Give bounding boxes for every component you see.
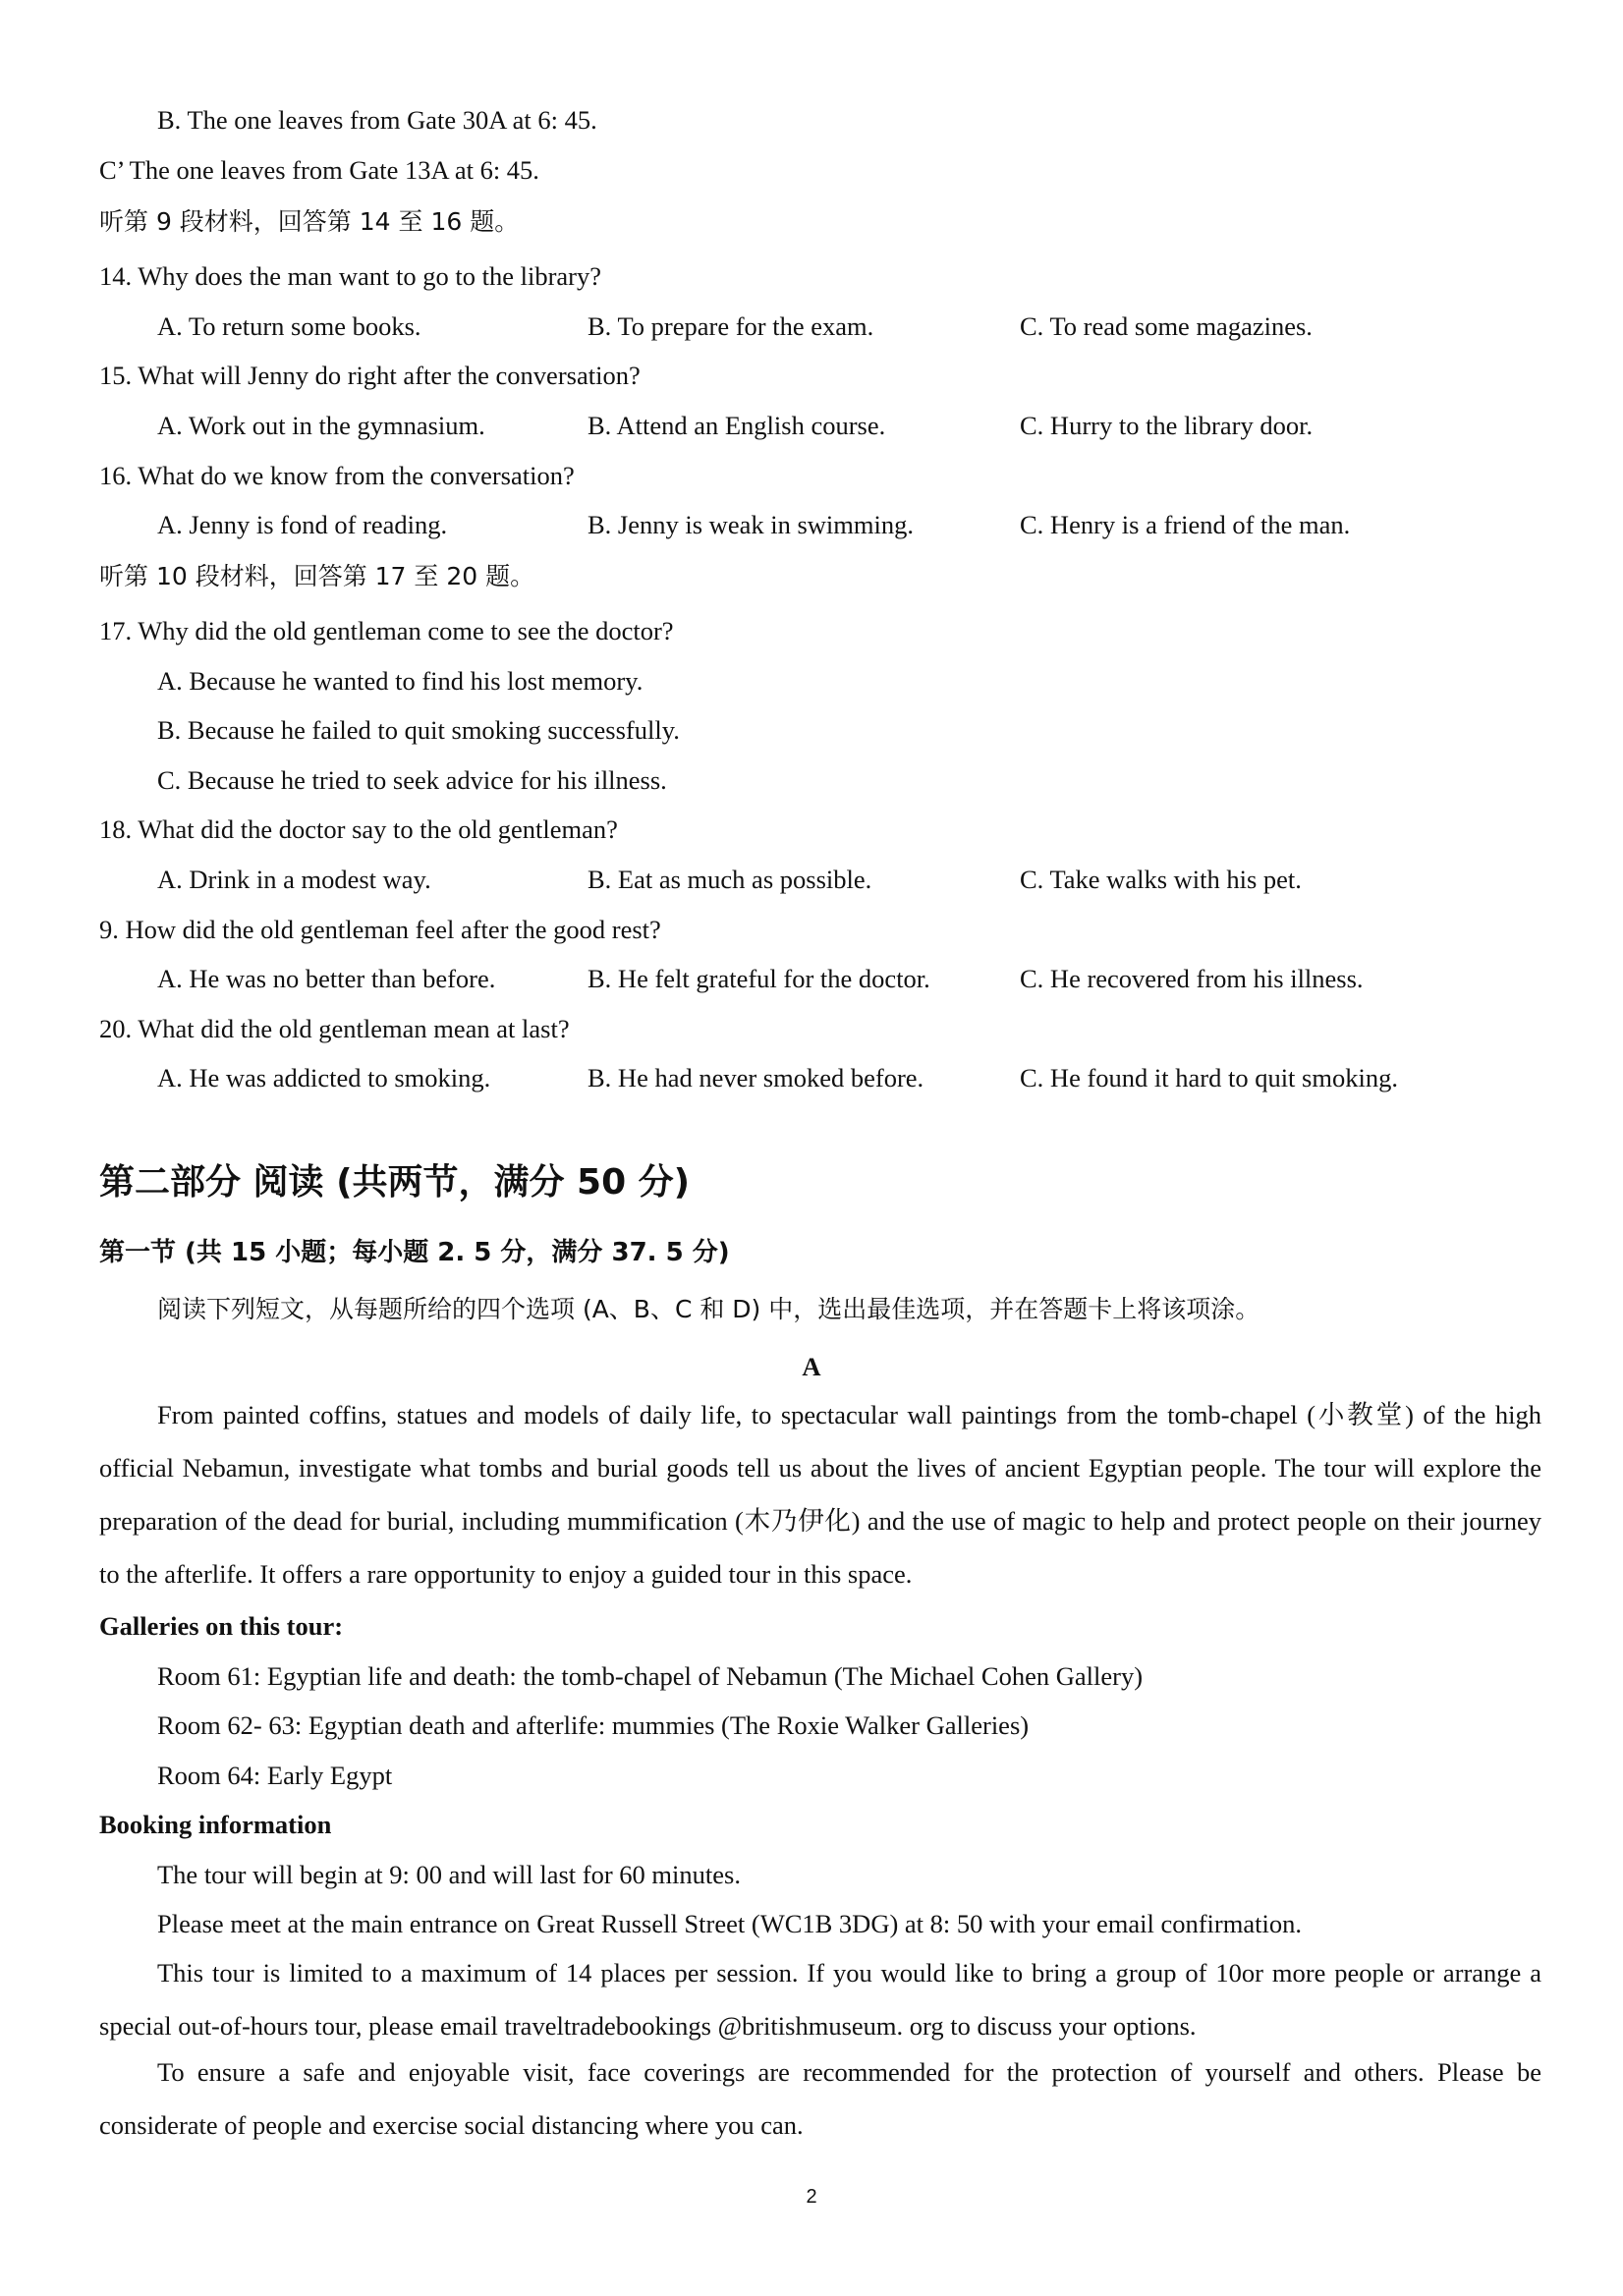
booking-time: The tour will begin at 9: 00 and will last for 60 minutes. — [157, 1860, 741, 1889]
question-18-option-a: A. Drink in a modest way. — [157, 865, 431, 894]
gallery-room-64: Room 64: Early Egypt — [157, 1761, 393, 1790]
question-20-option-c: C. He found it hard to quit smoking. — [1020, 1063, 1398, 1092]
page-number: 2 — [806, 2186, 817, 2208]
question-17-stem: 17. Why did the old gentleman come to see the doctor? — [99, 616, 674, 645]
question-15-option-a: A. Work out in the gymnasium. — [157, 411, 485, 440]
passage-a-label: A — [802, 1352, 821, 1381]
question-18-stem: 18. What did the doctor say to the old gentleman? — [99, 814, 618, 844]
question-17-option-c: C. Because he tried to seek advice for his illness. — [157, 765, 667, 795]
gallery-room-62-63: Room 62- 63: Egyptian death and afterlife: mummies (The Roxie Walker Galleries) — [157, 1710, 1030, 1740]
option-c: C’ The one leaves from Gate 13A at 6: 45. — [99, 155, 539, 185]
booking-heading: Booking information — [99, 1810, 332, 1839]
section-10-instruction: 听第 10 段材料，回答第 17 至 20 题。 — [99, 562, 535, 590]
option-b: B. The one leaves from Gate 30A at 6: 45. — [157, 105, 597, 135]
question-19-stem: 9. How did the old gentleman feel after the good rest? — [99, 915, 661, 944]
question-17-option-b: B. Because he failed to quit smoking successfully. — [157, 715, 680, 745]
passage-a-intro: From painted coffins, statues and models of daily life, to spectacular wall paintings from the tomb-chapel (小教堂) of the high official Nebamun, investigate what tombs and burial goods tell us about the lives of ancient Egyptian people. The tour will explore the preparation of the dead for burial, including mummification (木乃伊化) and the use of magic to help and protect people on their journey to the afterlife. It offers a rare opportunity to enjoy a guided tour in this space. — [99, 1400, 1541, 1589]
question-14-option-a: A. To return some books. — [157, 311, 421, 341]
question-19-option-b: B. He felt grateful for the doctor. — [588, 964, 930, 993]
question-14-stem: 14. Why does the man want to go to the library? — [99, 261, 601, 291]
galleries-heading: Galleries on this tour: — [99, 1611, 344, 1641]
question-19-option-a: A. He was no better than before. — [157, 964, 496, 993]
question-14-option-c: C. To read some magazines. — [1020, 311, 1313, 341]
question-20-option-b: B. He had never smoked before. — [588, 1063, 924, 1092]
booking-group-info: This tour is limited to a maximum of 14 places per session. If you would like to bring a group of 10or more people or arrange a special out-of-hours tour, please email traveltradebookings @britishmuseum. org to discuss your options. — [99, 1958, 1541, 2041]
reading-directions: 阅读下列短文，从每题所给的四个选项 (A、B、C 和 D) 中，选出最佳选项，并在答题卡上将该项涂。 — [157, 1295, 1260, 1323]
question-16-option-b: B. Jenny is weak in swimming. — [588, 510, 914, 539]
part-2-title: 第二部分 阅读 (共两节，满分 50 分) — [99, 1162, 691, 1203]
question-20-option-a: A. He was addicted to smoking. — [157, 1063, 491, 1092]
question-20-stem: 20. What did the old gentleman mean at last? — [99, 1014, 570, 1043]
section-1-heading: 第一节 (共 15 小题；每小题 2. 5 分，满分 37. 5 分) — [99, 1238, 730, 1267]
question-18-option-c: C. Take walks with his pet. — [1020, 865, 1302, 894]
question-15-option-c: C. Hurry to the library door. — [1020, 411, 1314, 440]
question-18-option-b: B. Eat as much as possible. — [588, 865, 872, 894]
gallery-room-61: Room 61: Egyptian life and death: the tomb-chapel of Nebamun (The Michael Cohen Gallery) — [157, 1661, 1144, 1691]
question-16-option-c: C. Henry is a friend of the man. — [1020, 510, 1351, 539]
section-9-instruction: 听第 9 段材料，回答第 14 至 16 题。 — [99, 207, 520, 236]
question-16-stem: 16. What do we know from the conversation? — [99, 461, 575, 490]
question-15-option-b: B. Attend an English course. — [588, 411, 886, 440]
question-16-option-a: A. Jenny is fond of reading. — [157, 510, 448, 539]
question-15-stem: 15. What will Jenny do right after the conversation? — [99, 361, 641, 390]
booking-safety-info: To ensure a safe and enjoyable visit, face coverings are recommended for the protection of yourself and others. Please be considerate of people and exercise social distancing where you can. — [99, 2057, 1541, 2140]
question-19-option-c: C. He recovered from his illness. — [1020, 964, 1364, 993]
question-14-option-b: B. To prepare for the exam. — [588, 311, 874, 341]
booking-meeting-point: Please meet at the main entrance on Great Russell Street (WC1B 3DG) at 8: 50 with your email confirmation. — [157, 1909, 1302, 1938]
question-17-option-a: A. Because he wanted to find his lost memory. — [157, 666, 644, 696]
